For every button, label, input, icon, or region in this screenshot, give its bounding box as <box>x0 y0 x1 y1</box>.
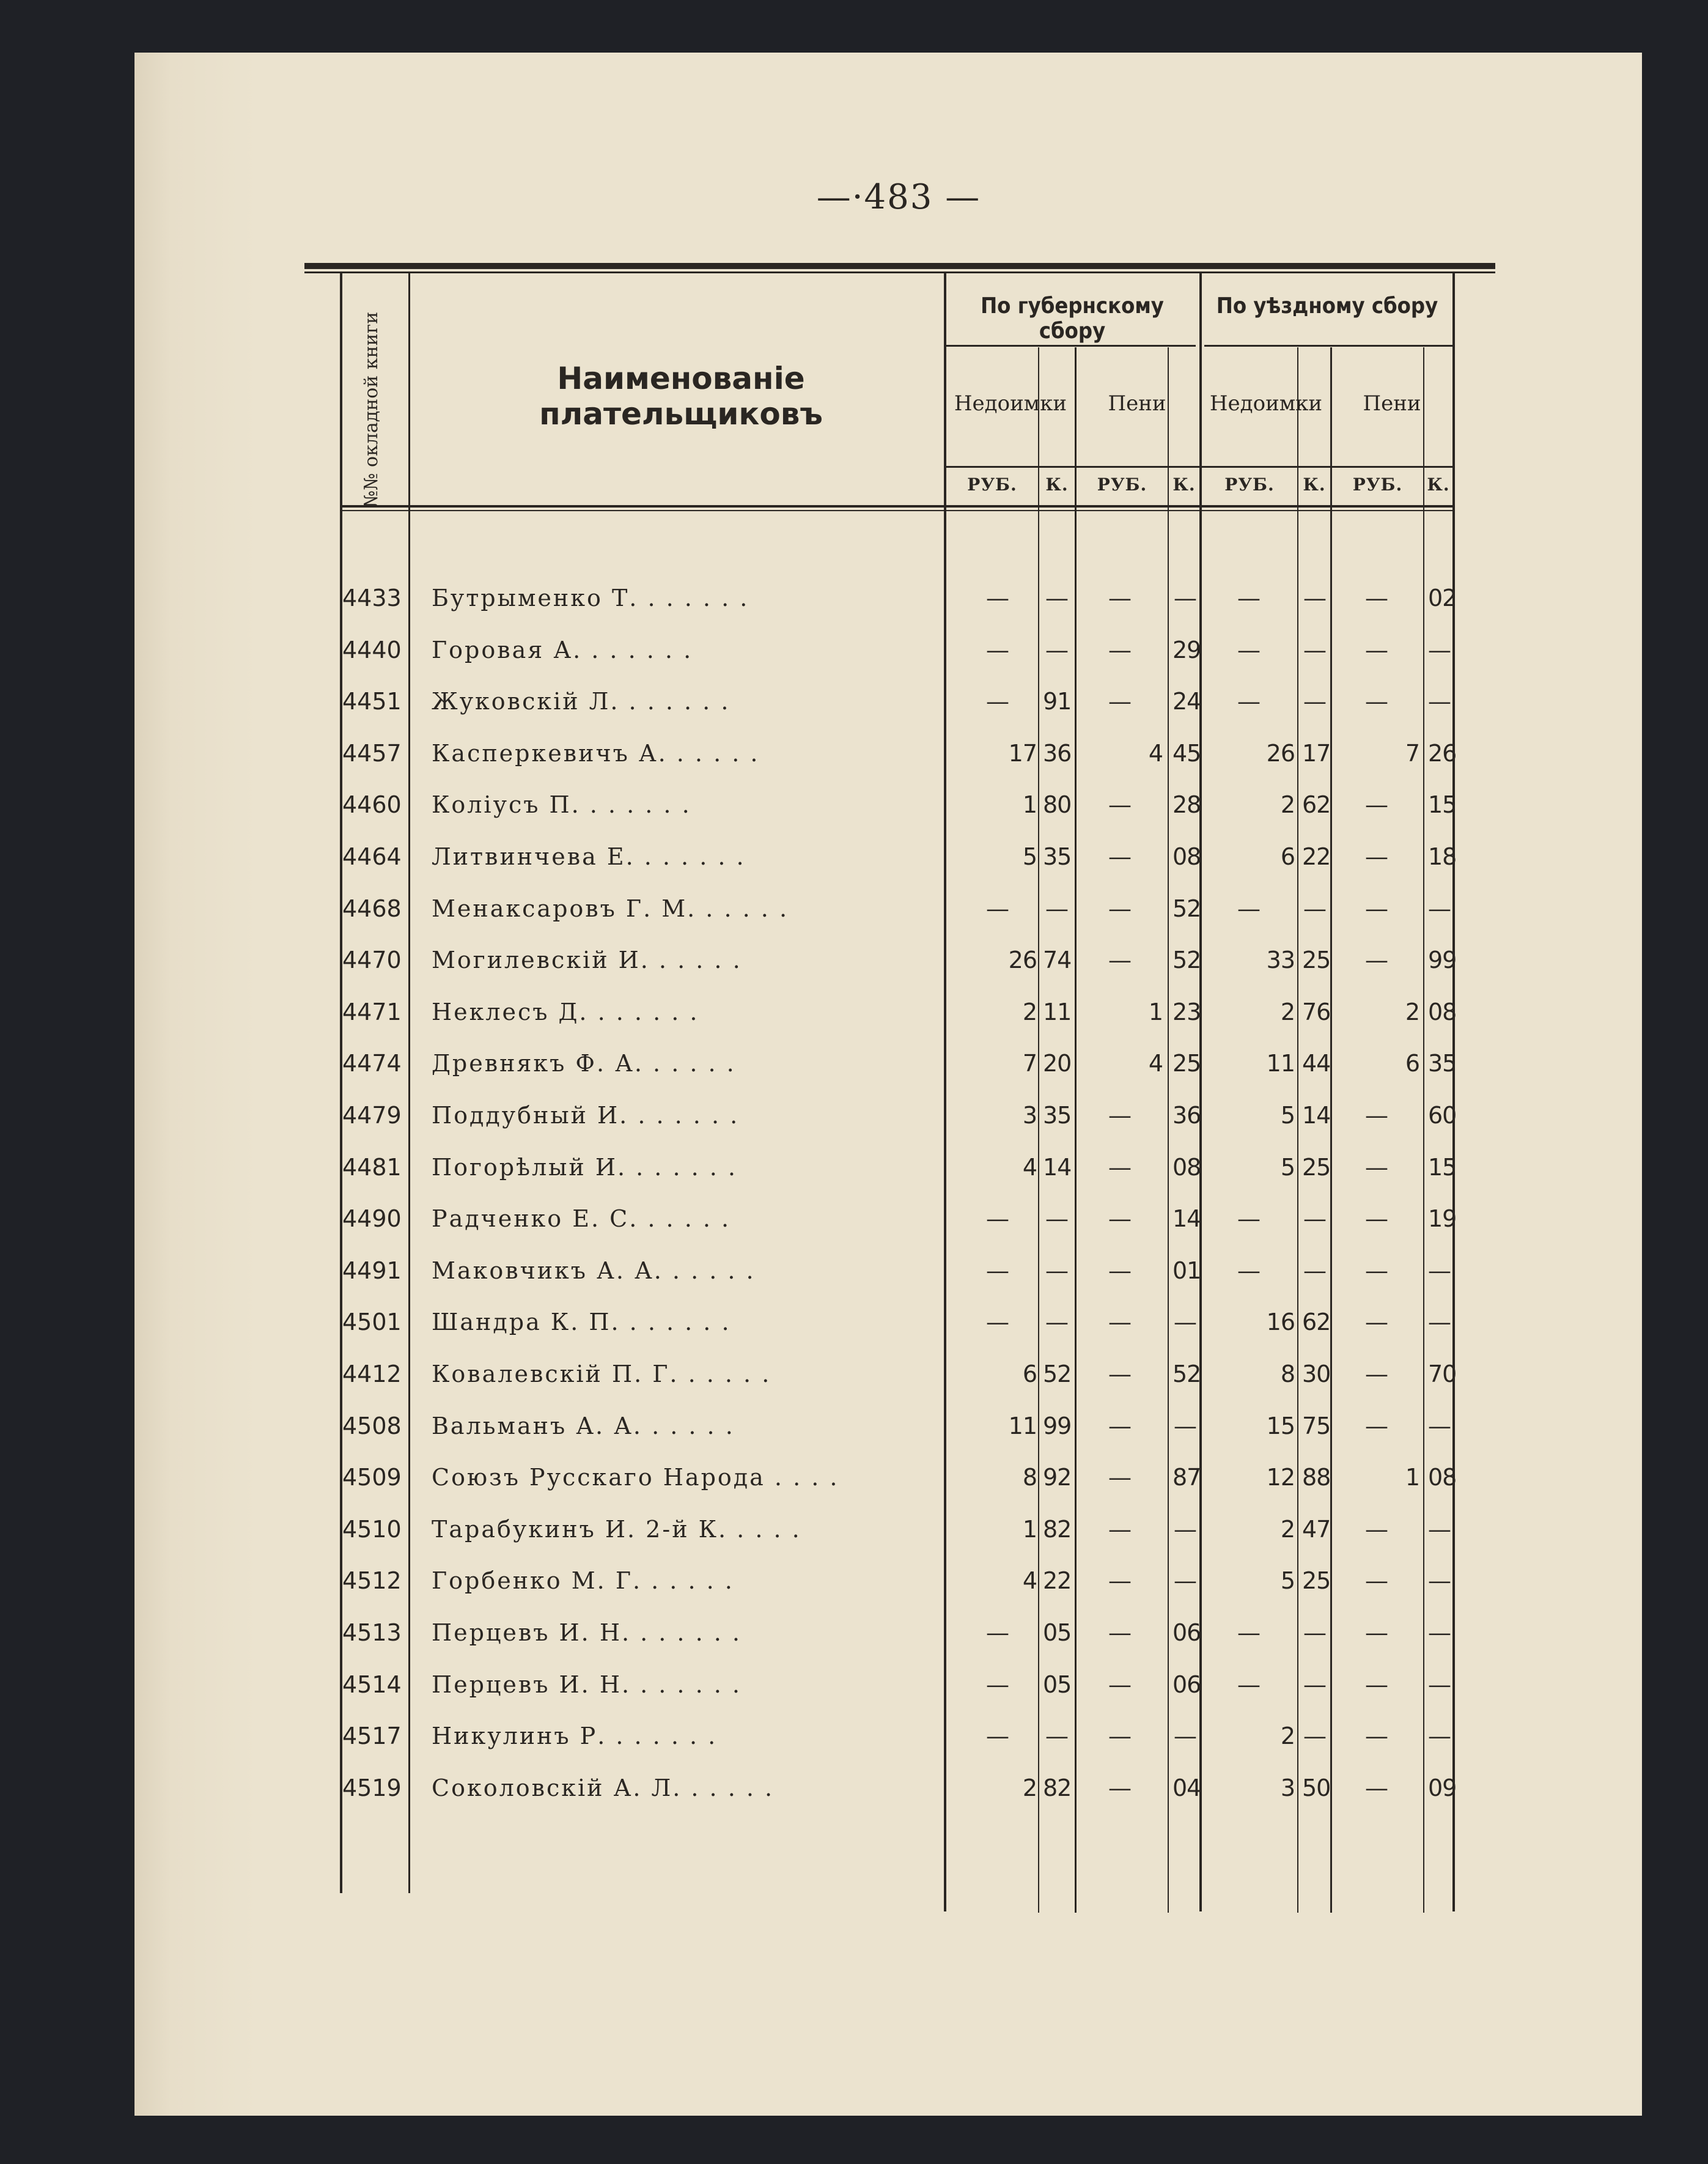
row-code: 4508 <box>342 1412 402 1439</box>
row-payer-name: Менаксаровъ Г. М. . . . . . <box>432 895 789 922</box>
cell-uezd-peni-rub: — <box>1365 688 1388 715</box>
cell-gub-nedo-kop: — <box>1045 1309 1069 1336</box>
table-row <box>342 1348 1467 1400</box>
cell-gub-peni-kop: 36 <box>1172 1102 1201 1129</box>
cell-uezd-nedo-rub: 2 <box>1280 1723 1295 1750</box>
cell-uezd-peni-kop: 60 <box>1428 1102 1457 1129</box>
cell-uezd-peni-rub: — <box>1365 1412 1388 1439</box>
cell-uezd-nedo-rub: — <box>1237 585 1261 611</box>
cell-uezd-nedo-rub: — <box>1237 1619 1261 1646</box>
cell-gub-peni-kop: 06 <box>1172 1671 1201 1698</box>
cell-uezd-peni-kop: 15 <box>1428 791 1457 819</box>
cell-uezd-peni-rub: — <box>1365 1102 1388 1129</box>
cell-uezd-nedo-kop: 22 <box>1302 843 1331 870</box>
cell-gub-nedo-rub: 1 <box>1022 1515 1037 1543</box>
cell-gub-nedo-rub: 7 <box>1022 1050 1037 1077</box>
cell-uezd-nedo-rub: — <box>1237 1257 1261 1284</box>
cell-uezd-nedo-kop: — <box>1303 1671 1327 1698</box>
cell-uezd-peni-kop: 18 <box>1428 843 1457 870</box>
cell-gub-peni-rub: — <box>1108 1102 1132 1129</box>
cell-uezd-nedo-kop: — <box>1303 636 1327 663</box>
cell-gub-nedo-rub: 8 <box>1022 1464 1037 1491</box>
cell-uezd-nedo-rub: 5 <box>1280 1102 1295 1129</box>
cell-uezd-nedo-rub: 3 <box>1280 1774 1295 1801</box>
cell-uezd-nedo-kop: 47 <box>1302 1515 1331 1543</box>
cell-gub-peni-rub: — <box>1108 1671 1132 1698</box>
cell-gub-peni-kop: 45 <box>1172 739 1201 767</box>
cell-gub-peni-kop: 52 <box>1172 1361 1201 1387</box>
cell-uezd-nedo-rub: 2 <box>1280 791 1295 819</box>
cell-uezd-peni-rub: 1 <box>1405 1464 1419 1491</box>
cell-uezd-peni-kop: 35 <box>1428 1050 1457 1077</box>
table-row <box>342 624 1467 676</box>
cell-uezd-nedo-rub: 5 <box>1280 1153 1295 1181</box>
table-row <box>342 676 1467 727</box>
row-code: 4451 <box>342 688 402 715</box>
cell-uezd-nedo-kop: 62 <box>1302 791 1331 819</box>
row-code: 4519 <box>342 1774 402 1801</box>
cell-gub-nedo-rub: 6 <box>1022 1361 1037 1387</box>
cell-gub-nedo-rub: — <box>986 1309 1009 1336</box>
header-rule-thin <box>342 510 1452 511</box>
table-row <box>342 1038 1467 1089</box>
cell-gub-nedo-kop: 35 <box>1043 843 1072 870</box>
table-row <box>342 1762 1467 1814</box>
cell-gub-peni-rub: 1 <box>1148 998 1163 1025</box>
cell-uezd-peni-kop: 19 <box>1428 1205 1457 1233</box>
row-code: 4471 <box>342 998 402 1025</box>
table-row <box>342 1555 1467 1606</box>
cell-gub-peni-rub: — <box>1108 1309 1132 1336</box>
cell-gub-nedo-rub: — <box>986 1257 1009 1284</box>
cell-gub-nedo-rub: 4 <box>1022 1567 1037 1595</box>
cell-uezd-peni-kop: 08 <box>1428 1464 1457 1491</box>
gub-group-header: По губернскому сбору <box>981 294 1164 344</box>
gub-peni-header: Пени <box>1108 391 1166 416</box>
cell-gub-peni-rub: — <box>1108 636 1132 663</box>
cell-gub-peni-kop: — <box>1174 1412 1197 1439</box>
cell-gub-peni-rub: — <box>1108 947 1132 974</box>
uezd-nedo-kop: К. <box>1303 475 1326 495</box>
cell-gub-nedo-kop: 52 <box>1043 1361 1072 1387</box>
cell-uezd-nedo-rub: — <box>1237 688 1261 715</box>
table-row <box>342 728 1467 779</box>
row-code: 4474 <box>342 1050 402 1077</box>
cell-uezd-peni-rub: — <box>1365 1257 1388 1284</box>
row-code: 4412 <box>342 1361 402 1387</box>
cell-uezd-peni-kop: 70 <box>1428 1361 1457 1387</box>
table-row <box>342 572 1467 624</box>
cell-uezd-nedo-kop: 30 <box>1302 1361 1331 1387</box>
cell-gub-nedo-kop: 05 <box>1043 1671 1072 1698</box>
cell-gub-nedo-kop: 92 <box>1043 1464 1072 1491</box>
cell-gub-peni-kop: — <box>1174 1309 1197 1336</box>
uezd-peni-header: Пени <box>1363 391 1421 416</box>
cell-uezd-nedo-rub: — <box>1237 895 1261 922</box>
gub-peni-kop: К. <box>1172 475 1196 495</box>
cell-gub-nedo-kop: 05 <box>1043 1619 1072 1646</box>
cell-gub-peni-kop: 52 <box>1172 947 1201 974</box>
cell-gub-nedo-rub: — <box>986 1723 1009 1750</box>
cell-gub-peni-kop: 87 <box>1172 1464 1201 1491</box>
row-code: 4517 <box>342 1723 402 1750</box>
row-payer-name: Коліусъ П. . . . . . . <box>432 791 691 819</box>
row-code: 4513 <box>342 1619 402 1646</box>
cell-uezd-peni-rub: — <box>1365 1723 1388 1750</box>
cell-uezd-peni-kop: 08 <box>1428 998 1457 1025</box>
cell-gub-nedo-rub: 1 <box>1022 791 1037 819</box>
uezd-peni-kop: К. <box>1427 475 1450 495</box>
cell-gub-peni-kop: 25 <box>1172 1050 1201 1077</box>
cell-gub-nedo-rub: 17 <box>1008 739 1037 767</box>
table-row <box>342 883 1467 934</box>
cell-uezd-peni-rub: — <box>1365 1153 1388 1181</box>
row-code: 4468 <box>342 895 402 922</box>
row-code: 4501 <box>342 1309 402 1336</box>
row-payer-name: Касперкевичъ А. . . . . . <box>432 739 760 767</box>
uezd-group-rule <box>1204 345 1452 347</box>
row-code: 4490 <box>342 1205 402 1233</box>
cell-uezd-nedo-kop: — <box>1303 585 1327 611</box>
cell-uezd-peni-kop: — <box>1428 1309 1451 1336</box>
cell-gub-nedo-kop: — <box>1045 1257 1069 1284</box>
cell-gub-peni-rub: — <box>1108 1619 1132 1646</box>
cell-gub-nedo-rub: 11 <box>1008 1412 1037 1439</box>
row-code: 4433 <box>342 585 402 611</box>
cell-uezd-peni-kop: 99 <box>1428 947 1457 974</box>
table-row <box>342 1607 1467 1658</box>
cell-uezd-nedo-rub: 12 <box>1266 1464 1295 1491</box>
cell-uezd-nedo-rub: 26 <box>1266 739 1295 767</box>
cell-uezd-nedo-kop: — <box>1303 1205 1327 1233</box>
row-payer-name: Никулинъ Р. . . . . . . <box>432 1723 718 1750</box>
row-payer-name: Бутрыменко Т. . . . . . . <box>432 585 749 611</box>
cell-gub-peni-kop: 28 <box>1172 791 1201 819</box>
table-row <box>342 1452 1467 1503</box>
uezd-peni-rub: РУБ. <box>1352 475 1403 495</box>
cell-gub-nedo-rub: 5 <box>1022 843 1037 870</box>
cell-gub-peni-kop: 23 <box>1172 998 1201 1025</box>
table-row <box>342 1400 1467 1452</box>
cell-uezd-peni-kop: — <box>1428 688 1451 715</box>
cell-gub-peni-rub: — <box>1108 1153 1132 1181</box>
cell-uezd-peni-rub: 2 <box>1405 998 1419 1025</box>
table-row <box>342 1245 1467 1296</box>
cell-uezd-nedo-kop: — <box>1303 1619 1327 1646</box>
cell-gub-nedo-kop: 36 <box>1043 739 1072 767</box>
cell-gub-nedo-rub: 26 <box>1008 947 1037 974</box>
cell-uezd-nedo-kop: — <box>1303 895 1327 922</box>
cell-gub-nedo-rub: — <box>986 1671 1009 1698</box>
cell-uezd-peni-kop: — <box>1428 1515 1451 1543</box>
cell-gub-peni-kop: 04 <box>1172 1774 1201 1801</box>
cell-gub-peni-rub: — <box>1108 843 1132 870</box>
row-payer-name: Маковчикъ А. А. . . . . . <box>432 1257 756 1284</box>
cell-gub-peni-rub: — <box>1108 1774 1132 1801</box>
top-rule <box>304 263 1495 269</box>
cell-gub-nedo-rub: 2 <box>1022 1774 1037 1801</box>
cell-uezd-nedo-rub: 2 <box>1280 998 1295 1025</box>
row-code: 4460 <box>342 791 402 819</box>
cell-uezd-peni-kop: — <box>1428 1619 1451 1646</box>
cell-gub-nedo-rub: — <box>986 895 1009 922</box>
header-rule <box>342 505 1452 508</box>
cell-gub-peni-kop: 24 <box>1172 688 1201 715</box>
cell-gub-peni-kop: 29 <box>1172 636 1201 663</box>
cell-uezd-peni-kop: — <box>1428 1412 1451 1439</box>
cell-uezd-nedo-rub: 16 <box>1266 1309 1295 1336</box>
row-code: 4514 <box>342 1671 402 1698</box>
row-payer-name: Перцевъ И. Н. . . . . . . <box>432 1619 742 1646</box>
cell-gub-peni-rub: — <box>1108 791 1132 819</box>
table-row <box>342 1090 1467 1141</box>
cell-gub-nedo-kop: 11 <box>1043 998 1072 1025</box>
cell-gub-nedo-rub: 3 <box>1022 1102 1037 1129</box>
cell-uezd-peni-rub: — <box>1365 585 1388 611</box>
cell-uezd-peni-kop: — <box>1428 636 1451 663</box>
cell-uezd-nedo-rub: — <box>1237 636 1261 663</box>
cell-uezd-nedo-rub: 2 <box>1280 1515 1295 1543</box>
cell-gub-peni-rub: — <box>1108 1412 1132 1439</box>
cell-uezd-peni-kop: — <box>1428 1671 1451 1698</box>
cell-uezd-peni-rub: 6 <box>1405 1050 1419 1077</box>
cell-gub-peni-kop: 08 <box>1172 843 1201 870</box>
cell-gub-nedo-kop: 82 <box>1043 1515 1072 1543</box>
cell-gub-nedo-rub: — <box>986 636 1009 663</box>
gub-nedoimki-header: Недоимки <box>954 391 1067 416</box>
cell-gub-peni-kop: 08 <box>1172 1153 1201 1181</box>
cell-gub-nedo-kop: — <box>1045 585 1069 611</box>
cell-uezd-peni-rub: — <box>1365 1205 1388 1233</box>
cell-gub-peni-rub: — <box>1108 1723 1132 1750</box>
cell-uezd-peni-kop: — <box>1428 895 1451 922</box>
cell-uezd-nedo-kop: 25 <box>1302 1153 1331 1181</box>
table-row <box>342 1142 1467 1193</box>
cell-uezd-peni-rub: — <box>1365 791 1388 819</box>
cell-gub-peni-rub: — <box>1108 1257 1132 1284</box>
table-row <box>342 1710 1467 1762</box>
cell-gub-peni-kop: 01 <box>1172 1257 1201 1284</box>
cell-gub-nedo-rub: — <box>986 1205 1009 1233</box>
cell-gub-peni-kop: — <box>1174 1567 1197 1595</box>
row-code: 4509 <box>342 1464 402 1491</box>
cell-gub-peni-kop: 14 <box>1172 1205 1201 1233</box>
cell-uezd-peni-rub: — <box>1365 1515 1388 1543</box>
row-code: 4512 <box>342 1567 402 1595</box>
cell-gub-peni-kop: 52 <box>1172 895 1201 922</box>
cell-gub-peni-kop: — <box>1174 1723 1197 1750</box>
cell-uezd-peni-rub: — <box>1365 843 1388 870</box>
page-number: —·483 — <box>816 177 981 217</box>
cell-uezd-peni-rub: — <box>1365 1567 1388 1595</box>
top-rule-thin <box>304 271 1495 273</box>
cell-gub-nedo-kop: — <box>1045 636 1069 663</box>
cell-gub-peni-rub: — <box>1108 1205 1132 1233</box>
cell-uezd-nedo-kop: 17 <box>1302 739 1331 767</box>
cell-uezd-nedo-kop: 25 <box>1302 1567 1331 1595</box>
row-payer-name: Могилевскій И. . . . . . <box>432 947 742 974</box>
cell-gub-nedo-kop: 91 <box>1043 688 1072 715</box>
cell-uezd-nedo-rub: 8 <box>1280 1361 1295 1387</box>
cell-gub-nedo-kop: 14 <box>1043 1153 1072 1181</box>
cell-gub-nedo-kop: — <box>1045 895 1069 922</box>
row-code: 4481 <box>342 1153 402 1181</box>
cell-uezd-peni-rub: — <box>1365 1619 1388 1646</box>
row-payer-name: Горовая А. . . . . . . <box>432 636 693 663</box>
cell-uezd-nedo-rub: 15 <box>1266 1412 1295 1439</box>
gub-nedo-rub: РУБ. <box>967 475 1017 495</box>
cell-uezd-nedo-kop: 14 <box>1302 1102 1331 1129</box>
cell-uezd-nedo-rub: — <box>1237 1671 1261 1698</box>
table-row <box>342 779 1467 830</box>
gub-nedo-kop: К. <box>1045 475 1069 495</box>
cell-gub-peni-rub: — <box>1108 1567 1132 1595</box>
row-payer-name: Поддубный И. . . . . . . <box>432 1102 740 1129</box>
cell-uezd-peni-kop: 26 <box>1428 739 1457 767</box>
row-payer-name: Неклесъ Д. . . . . . . <box>432 998 699 1025</box>
cell-gub-nedo-rub: — <box>986 585 1009 611</box>
row-payer-name: Шандра К. П. . . . . . . <box>432 1309 731 1336</box>
cell-uezd-peni-kop: 09 <box>1428 1774 1457 1801</box>
row-payer-name: Жуковскій Л. . . . . . . <box>432 688 731 715</box>
cell-uezd-nedo-kop: — <box>1303 1257 1327 1284</box>
name-column-header: Наименованіе плательщиковъ <box>539 361 823 432</box>
row-payer-name: Вальманъ А. А. . . . . . <box>432 1412 735 1439</box>
cell-uezd-peni-kop: — <box>1428 1567 1451 1595</box>
cell-gub-nedo-kop: — <box>1045 1723 1069 1750</box>
cell-gub-nedo-kop: — <box>1045 1205 1069 1233</box>
table-row <box>342 986 1467 1038</box>
cell-uezd-peni-rub: — <box>1365 947 1388 974</box>
cell-gub-peni-rub: 4 <box>1148 739 1163 767</box>
row-code: 4491 <box>342 1257 402 1284</box>
cell-uezd-peni-kop: 15 <box>1428 1153 1457 1181</box>
cell-gub-peni-kop: — <box>1174 585 1197 611</box>
row-payer-name: Перцевъ И. Н. . . . . . . <box>432 1671 742 1698</box>
uezd-group-header: По уѣздному сбору <box>1216 294 1438 319</box>
cell-gub-peni-rub: — <box>1108 688 1132 715</box>
cell-uezd-nedo-kop: 44 <box>1302 1050 1331 1077</box>
row-code: 4470 <box>342 947 402 974</box>
cell-uezd-nedo-kop: 75 <box>1302 1412 1331 1439</box>
cell-uezd-peni-kop: 02 <box>1428 585 1457 611</box>
cell-gub-peni-rub: 4 <box>1148 1050 1163 1077</box>
table-row <box>342 934 1467 986</box>
table-row <box>342 1193 1467 1244</box>
cell-gub-nedo-kop: 74 <box>1043 947 1072 974</box>
row-payer-name: Древнякъ Ф. А. . . . . . <box>432 1050 736 1077</box>
row-code: 4440 <box>342 636 402 663</box>
cell-uezd-peni-rub: — <box>1365 636 1388 663</box>
cell-uezd-peni-rub: 7 <box>1405 739 1419 767</box>
cell-gub-peni-kop: 06 <box>1172 1619 1201 1646</box>
cell-gub-nedo-kop: 22 <box>1043 1567 1072 1595</box>
row-code: 4464 <box>342 843 402 870</box>
cell-uezd-peni-kop: — <box>1428 1723 1451 1750</box>
cell-uezd-nedo-kop: 76 <box>1302 998 1331 1025</box>
gub-peni-rub: РУБ. <box>1097 475 1147 495</box>
cell-gub-nedo-rub: — <box>986 688 1009 715</box>
cell-gub-nedo-rub: 2 <box>1022 998 1037 1025</box>
cell-gub-peni-rub: — <box>1108 895 1132 922</box>
cell-uezd-peni-kop: — <box>1428 1257 1451 1284</box>
cell-gub-nedo-kop: 82 <box>1043 1774 1072 1801</box>
cell-uezd-nedo-rub: 5 <box>1280 1567 1295 1595</box>
cell-gub-peni-rub: — <box>1108 585 1132 611</box>
row-code: 4479 <box>342 1102 402 1129</box>
row-payer-name: Ковалевскій П. Г. . . . . . <box>432 1361 771 1387</box>
table-row <box>342 1296 1467 1348</box>
cell-uezd-peni-rub: — <box>1365 1361 1388 1387</box>
cell-uezd-peni-rub: — <box>1365 1309 1388 1336</box>
table-row <box>342 831 1467 882</box>
code-column-header: №№ окладной книги <box>361 311 382 508</box>
cell-gub-peni-rub: — <box>1108 1464 1132 1491</box>
cell-uezd-peni-rub: — <box>1365 1671 1388 1698</box>
cell-uezd-nedo-rub: 6 <box>1280 843 1295 870</box>
row-payer-name: Погорѣлый И. . . . . . . <box>432 1153 738 1181</box>
cell-uezd-nedo-rub: 33 <box>1266 947 1295 974</box>
row-payer-name: Союзъ Русскаго Народа . . . . <box>432 1464 839 1491</box>
uezd-nedoimki-header: Недоимки <box>1209 391 1323 416</box>
cell-gub-nedo-kop: 99 <box>1043 1412 1072 1439</box>
row-payer-name: Горбенко М. Г. . . . . . <box>432 1567 734 1595</box>
units-rule <box>945 466 1452 468</box>
cell-uezd-peni-rub: — <box>1365 1774 1388 1801</box>
cell-uezd-nedo-rub: 11 <box>1266 1050 1295 1077</box>
cell-uezd-nedo-kop: 25 <box>1302 947 1331 974</box>
cell-uezd-nedo-kop: 88 <box>1302 1464 1331 1491</box>
table-row <box>342 1659 1467 1710</box>
cell-gub-nedo-rub: — <box>986 1619 1009 1646</box>
cell-uezd-nedo-kop: 50 <box>1302 1774 1331 1801</box>
row-payer-name: Литвинчева Е. . . . . . . <box>432 843 746 870</box>
row-payer-name: Тарабукинъ И. 2-й К. . . . . <box>432 1515 801 1543</box>
cell-uezd-nedo-kop: — <box>1303 1723 1327 1750</box>
uezd-nedo-rub: РУБ. <box>1224 475 1275 495</box>
cell-gub-nedo-kop: 20 <box>1043 1050 1072 1077</box>
cell-gub-nedo-kop: 80 <box>1043 791 1072 819</box>
cell-gub-nedo-kop: 35 <box>1043 1102 1072 1129</box>
cell-gub-peni-rub: — <box>1108 1515 1132 1543</box>
cell-gub-peni-kop: — <box>1174 1515 1197 1543</box>
row-code: 4510 <box>342 1515 402 1543</box>
row-payer-name: Соколовскій А. Л. . . . . . <box>432 1774 775 1801</box>
cell-gub-peni-rub: — <box>1108 1361 1132 1387</box>
cell-uezd-nedo-rub: — <box>1237 1205 1261 1233</box>
cell-gub-nedo-rub: 4 <box>1022 1153 1037 1181</box>
gub-group-rule <box>945 345 1196 347</box>
cell-uezd-nedo-kop: 62 <box>1302 1309 1331 1336</box>
row-code: 4457 <box>342 739 402 767</box>
table-row <box>342 1504 1467 1555</box>
cell-uezd-peni-rub: — <box>1365 895 1388 922</box>
row-payer-name: Радченко Е. С. . . . . . <box>432 1205 731 1233</box>
cell-uezd-nedo-kop: — <box>1303 688 1327 715</box>
